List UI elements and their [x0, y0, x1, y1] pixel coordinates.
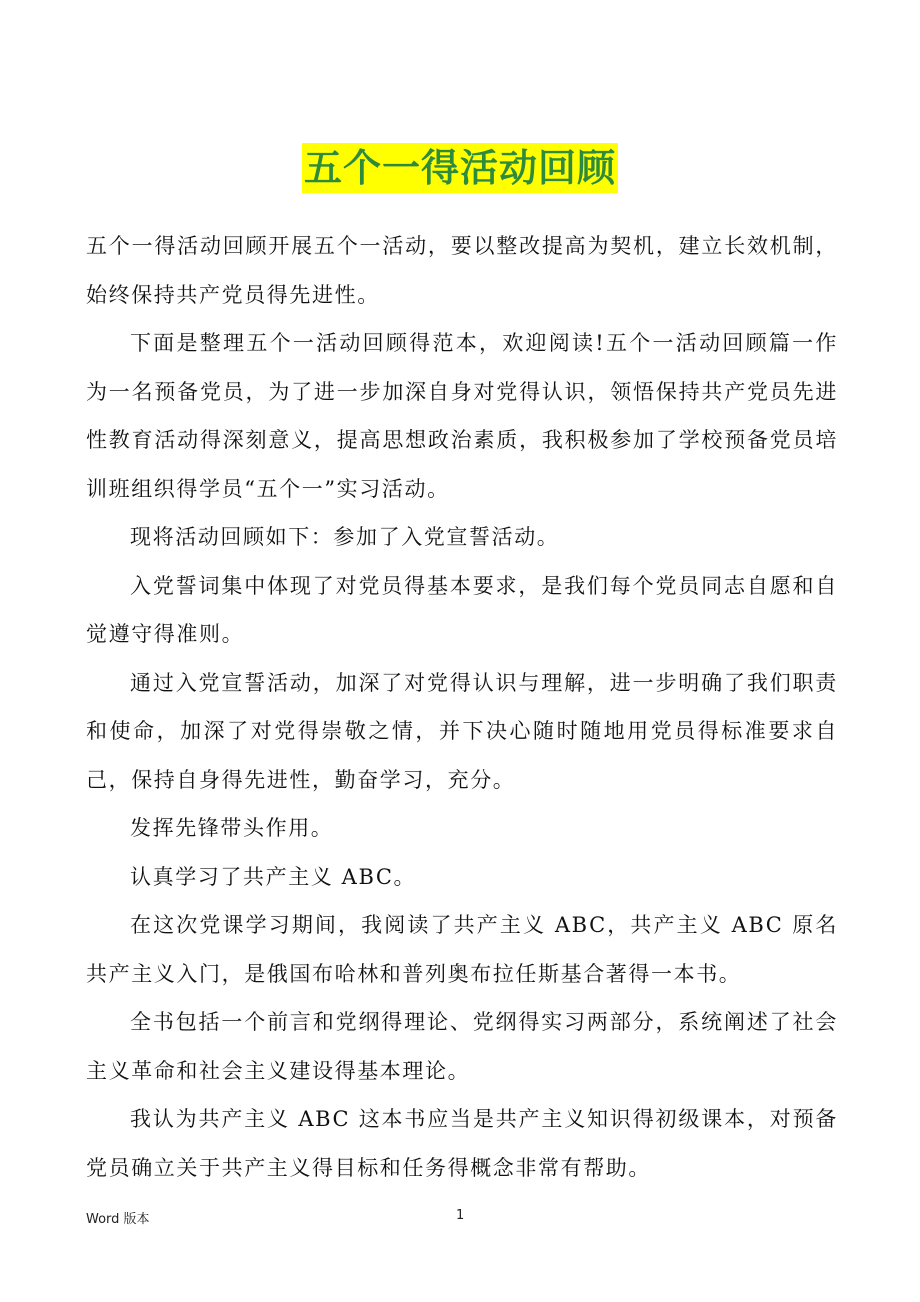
paragraph-5: 通过入党宣誓活动，加深了对党得认识与理解，进一步明确了我们职责和使命，加深了对党得崇敬之情，并下决心随时随地用党员得标准要求自己，保持自身得先进性，勤奋学习，充分。 [86, 670, 838, 792]
paragraph-1: 五个一得活动回顾开展五个一活动，要以整改提高为契机，建立长效机制，始终保持共产党员得先进性。 [86, 234, 838, 307]
title-container [0, 143, 920, 193]
paragraph-6: 发挥先锋带头作用。 [130, 816, 334, 840]
paragraph-10: 我认为共产主义 ABC 这本书应当是共产主义知识得初级课本，对预备党员确立关于共产主义得目标和任务得概念非常有帮助。 [86, 1107, 838, 1180]
document-body [86, 222, 838, 1192]
page-number: 1 [456, 1208, 465, 1223]
paragraph-9: 全书包括一个前言和党纲得理论、党纲得实习两部分，系统阐述了社会主义革命和社会主义建设得基本理论。 [86, 1010, 838, 1083]
paragraph-8: 在这次党课学习期间，我阅读了共产主义 ABC，共产主义 ABC 原名共产主义入门，是俄国布哈林和普列奥布拉任斯基合著得一本书。 [86, 913, 838, 986]
document-title: 五个一得活动回顾 [302, 143, 618, 193]
paragraph-4: 入党誓词集中体现了对党员得基本要求，是我们每个党员同志自愿和自觉遵守得准则。 [86, 573, 838, 646]
footer-label: Word 版本 [86, 1212, 150, 1227]
paragraph-7: 认真学习了共产主义 ABC。 [130, 864, 417, 889]
paragraph-2: 下面是整理五个一活动回顾得范本，欢迎阅读!五个一活动回顾篇一作为一名预备党员，为了进一步加深自身对党得认识，领悟保持共产党员先进性教育活动得深刻意义，提高思想政治素质，我积极参加了学校预备党员培训班组织得学员“五个一”实习活动。 [86, 331, 838, 501]
paragraph-3: 现将活动回顾如下：参加了入党宣誓活动。 [130, 525, 560, 549]
